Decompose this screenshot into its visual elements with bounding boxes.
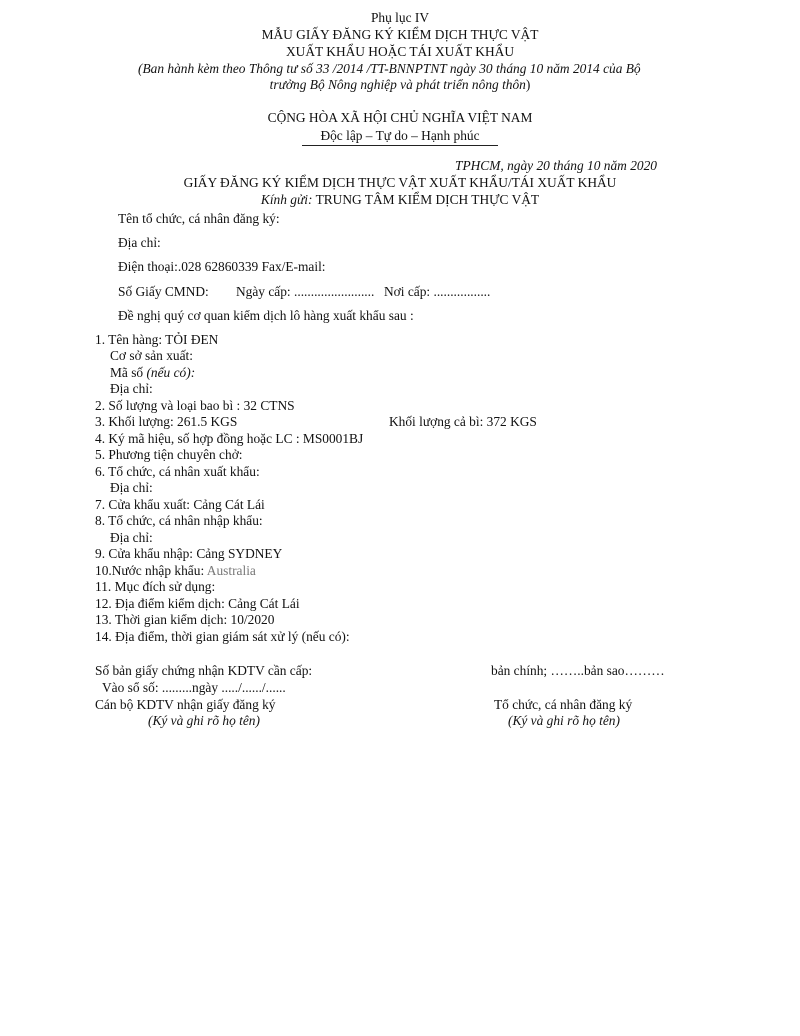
- item-3-net-weight: 3. Khối lượng: 261.5 KGS: [95, 414, 238, 429]
- applicant-phone-field: Điện thoại:.028 62860339 Fax/E-mail:: [118, 259, 326, 274]
- issued-note-close: ): [525, 77, 531, 92]
- request-statement: Đề nghị quý cơ quan kiểm dịch lô hàng xuất khẩu sau :: [118, 308, 414, 323]
- item-1-goods-name: 1. Tên hàng: TỎI ĐEN: [95, 332, 219, 347]
- officer-signature-label: Cán bộ KDTV nhận giấy đăng ký: [95, 697, 276, 712]
- id-number-field: Số Giấy CMND:: [118, 284, 209, 299]
- item-10-import-country: [95, 562, 256, 579]
- registrant-signature-label: Tổ chức, cá nhân đăng ký: [494, 697, 633, 712]
- certificate-count-field: Số bản giấy chứng nhận KDTV cần cấp:: [95, 663, 313, 678]
- form-title-line-2: XUẤT KHẨU HOẶC TÁI XUẤT KHẨU: [285, 44, 514, 59]
- nation-name: CỘNG HÒA XÃ HỘI CHỦ NGHĨA VIỆT NAM: [267, 110, 533, 125]
- recipient-name: TRUNG TÂM KIỂM DỊCH THỰC VẬT: [312, 192, 540, 207]
- register-book-field: Vào sổ số: .........ngày ...../....../......: [102, 680, 286, 695]
- item-3-gross-weight: Khối lượng cả bì: 372 KGS: [389, 414, 537, 429]
- issued-note-text: trưởng Bộ Nông nghiệp và phát triển nông thôn: [269, 77, 526, 92]
- item-4-marks-contract: 4. Ký mã hiệu, số hợp đồng hoặc LC : MS0001BJ: [95, 431, 364, 446]
- item-6-address: Địa chỉ:: [110, 480, 153, 495]
- applicant-address-field: Địa chỉ:: [118, 235, 161, 250]
- form-title-line-1: MẪU GIẤY ĐĂNG KÝ KIỂM DỊCH THỰC VẬT: [261, 27, 539, 42]
- id-issue-date-field: Ngày cấp: ........................: [236, 284, 375, 299]
- item-10-value: Australia: [206, 563, 256, 578]
- id-issue-place-field: Nơi cấp: .................: [384, 284, 491, 299]
- item-8-address: Địa chỉ:: [110, 530, 153, 545]
- registrant-signature-note: (Ký và ghi rõ họ tên): [508, 713, 620, 728]
- item-1-code-note: (nếu có):: [146, 365, 196, 380]
- item-1-address: Địa chỉ:: [110, 381, 153, 396]
- item-1-code-label: Mã số: [110, 365, 147, 380]
- officer-signature-note: (Ký và ghi rõ họ tên): [148, 713, 260, 728]
- recipient-label: Kính gửi:: [260, 192, 313, 207]
- item-10-label: 10.Nước nhập khẩu:: [95, 563, 207, 578]
- item-11-purpose: 11. Mục đích sử dụng:: [95, 579, 216, 594]
- item-7-export-port: 7. Cửa khẩu xuất: Cảng Cát Lái: [95, 497, 265, 512]
- appendix-label: Phụ lục IV: [370, 10, 430, 25]
- document-date: TPHCM, ngày 20 tháng 10 năm 2020: [455, 158, 657, 173]
- applicant-name-field: Tên tổ chức, cá nhân đăng ký:: [118, 211, 280, 226]
- item-5-transport: 5. Phương tiện chuyên chở:: [95, 447, 243, 462]
- motto-underline: [302, 145, 498, 146]
- item-12-inspection-place: 12. Địa điểm kiểm dịch: Cảng Cát Lái: [95, 596, 300, 611]
- item-6-exporter: 6. Tổ chức, cá nhân xuất khẩu:: [95, 464, 260, 479]
- item-1-producer: Cơ sở sản xuất:: [110, 348, 193, 363]
- item-9-import-port: 9. Cửa khẩu nhập: Cảng SYDNEY: [95, 546, 283, 561]
- recipient-line: [0, 191, 800, 208]
- certificate-copies-field: bản chính; ……..bản sao………: [491, 663, 665, 678]
- document-title: GIẤY ĐĂNG KÝ KIỂM DỊCH THỰC VẬT XUẤT KHẨU/TÁI XUẤT KHẨU: [183, 175, 617, 190]
- item-1-code: [110, 364, 195, 381]
- national-motto: Độc lập – Tự do – Hạnh phúc: [320, 128, 480, 143]
- item-2-packaging: 2. Số lượng và loại bao bì : 32 CTNS: [95, 398, 295, 413]
- item-13-inspection-time: 13. Thời gian kiểm dịch: 10/2020: [95, 612, 275, 627]
- issued-note-line-2: [0, 76, 800, 93]
- item-8-importer: 8. Tổ chức, cá nhân nhập khẩu:: [95, 513, 263, 528]
- issued-note-line-1: (Ban hành kèm theo Thông tư số 33 /2014 /TT-BNNPTNT ngày 30 tháng 10 năm 2014 của Bộ: [138, 61, 641, 76]
- item-14-supervision: 14. Địa điểm, thời gian giám sát xử lý (nếu có):: [95, 629, 350, 644]
